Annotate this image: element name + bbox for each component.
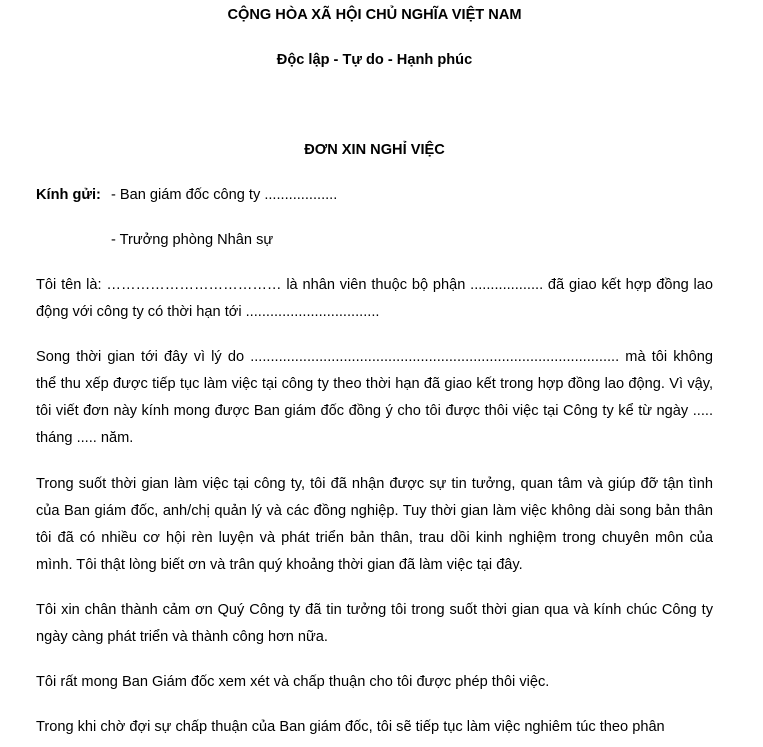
paragraph-thanks: Tôi xin chân thành cảm ơn Quý Công ty đã tin tưởng tôi trong suốt thời gian qua và kính chúc Công ty ngày càng phát triển và thành công hơn nữa. xyxy=(36,602,713,645)
recipient-hr-manager: - Trưởng phòng Nhân sự xyxy=(111,232,274,248)
paragraph-gratitude: Trong suốt thời gian làm việc tại công ty, tôi đã nhận được sự tin tưởng, quan tâm và giúp đỡ tận tình của Ban giám đốc, anh/chị quản lý và các đồng nghiệp. Tuy thời gian làm việc không dài song bản thân tôi đã có nhiều cơ hội rèn luyện và phát triển bản thân, trau dồi kinh nghiệm trong chuyên môn của mình. Tôi thật lòng biết ơn và trân quý khoảng thời gian đã làm việc tại đây. xyxy=(36,476,713,573)
recipient-board-of-directors: - Ban giám đốc công ty .................. xyxy=(111,187,338,203)
nation-heading: CỘNG HÒA XÃ HỘI CHỦ NGHĨA VIỆT NAM xyxy=(227,7,522,23)
paragraph-request: Tôi rất mong Ban Giám đốc xem xét và chấp thuận cho tôi được phép thôi việc. xyxy=(36,674,550,690)
paragraph-personal-info: Tôi tên là: ……………………………… là nhân viên thuộc bộ phận .................. đã giao kết hợp đồng lao động với công ty có thời hạn tới ................................. xyxy=(36,277,713,320)
recipient-line-1 xyxy=(36,187,337,203)
document-title: ĐƠN XIN NGHỈ VIỆC xyxy=(304,142,445,158)
motto-heading: Độc lập - Tự do - Hạnh phúc xyxy=(276,52,473,68)
paragraph-reason: Song thời gian tới đây vì lý do ........................................................................................... mà tôi không thể thu xếp được tiếp tục làm việc tại công ty theo thời hạn đã giao kết trong hợp đồng lao động. Vì vậy, tôi viết đơn này kính mong được Ban giám đốc đồng ý cho tôi được thôi việc tại Công ty kể từ ngày ..... tháng ..... năm. xyxy=(36,349,713,446)
recipient-label: Kính gửi: xyxy=(36,187,101,203)
paragraph-commitment: Trong khi chờ đợi sự chấp thuận của Ban giám đốc, tôi sẽ tiếp tục làm việc nghiêm túc theo phân xyxy=(36,719,665,735)
recipient-line-2 xyxy=(111,232,273,248)
